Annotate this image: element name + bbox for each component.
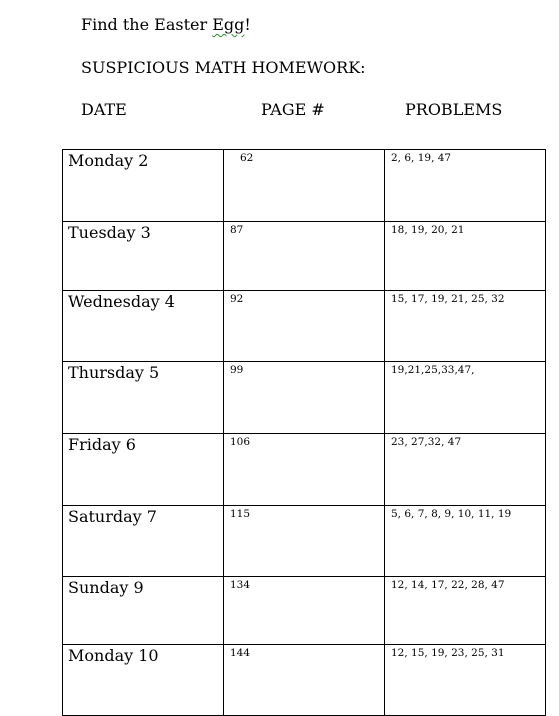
title-prefix: Find the Easter <box>81 15 213 34</box>
page-text: 92 <box>230 293 244 305</box>
page-text: 115 <box>230 508 251 520</box>
date-text: Sunday 9 <box>68 578 144 597</box>
table-row <box>63 362 546 434</box>
page-cell <box>224 577 385 645</box>
date-cell <box>63 150 224 222</box>
date-text: Monday 10 <box>68 646 159 665</box>
column-header-page: PAGE # <box>261 100 325 119</box>
title-suffix: ! <box>244 15 251 34</box>
date-text: Wednesday 4 <box>68 292 175 311</box>
column-header-problems: PROBLEMS <box>405 100 503 119</box>
date-cell <box>63 506 224 577</box>
problems-text: 2, 6, 19, 47 <box>391 152 452 164</box>
table-row <box>63 291 546 362</box>
page-cell <box>224 506 385 577</box>
page-cell <box>224 150 385 222</box>
problems-cell <box>385 506 546 577</box>
page-cell <box>224 645 385 716</box>
date-text: Thursday 5 <box>68 363 160 382</box>
page-text: 106 <box>230 436 251 448</box>
problems-cell <box>385 150 546 222</box>
date-text: Tuesday 3 <box>68 223 151 242</box>
problems-text: 23, 27,32, 47 <box>391 436 462 448</box>
date-cell <box>63 434 224 506</box>
problems-cell <box>385 362 546 434</box>
table-row <box>63 150 546 222</box>
document-subtitle: SUSPICIOUS MATH HOMEWORK: <box>81 58 366 77</box>
date-cell <box>63 645 224 716</box>
page-cell <box>224 434 385 506</box>
title-word-spellcheck: Egg <box>212 15 245 34</box>
problems-text: 5, 6, 7, 8, 9, 10, 11, 19 <box>391 508 512 520</box>
problems-cell <box>385 291 546 362</box>
problems-cell <box>385 434 546 506</box>
page-text: 62 <box>240 152 254 164</box>
table-row <box>63 577 546 645</box>
problems-text: 18, 19, 20, 21 <box>391 224 465 236</box>
column-header-date: DATE <box>81 100 127 119</box>
page-cell <box>224 362 385 434</box>
page-text: 87 <box>230 224 244 236</box>
date-cell <box>63 291 224 362</box>
page-cell <box>224 222 385 291</box>
problems-cell <box>385 577 546 645</box>
table-row <box>63 645 546 716</box>
date-cell <box>63 362 224 434</box>
table-row <box>63 222 546 291</box>
document-title <box>81 15 251 34</box>
page-text: 99 <box>230 364 244 376</box>
problems-text: 12, 14, 17, 22, 28, 47 <box>391 579 505 591</box>
date-text: Saturday 7 <box>68 507 157 526</box>
problems-text: 12, 15, 19, 23, 25, 31 <box>391 647 505 659</box>
date-text: Friday 6 <box>68 435 136 454</box>
page-text: 144 <box>230 647 251 659</box>
date-cell <box>63 577 224 645</box>
page-cell <box>224 291 385 362</box>
page-text: 134 <box>230 579 251 591</box>
problems-cell <box>385 645 546 716</box>
homework-table <box>62 149 546 716</box>
problems-cell <box>385 222 546 291</box>
problems-text: 19,21,25,33,47, <box>391 364 475 376</box>
date-cell <box>63 222 224 291</box>
table-row <box>63 506 546 577</box>
problems-text: 15, 17, 19, 21, 25, 32 <box>391 293 505 305</box>
table-row <box>63 434 546 506</box>
date-text: Monday 2 <box>68 151 149 170</box>
